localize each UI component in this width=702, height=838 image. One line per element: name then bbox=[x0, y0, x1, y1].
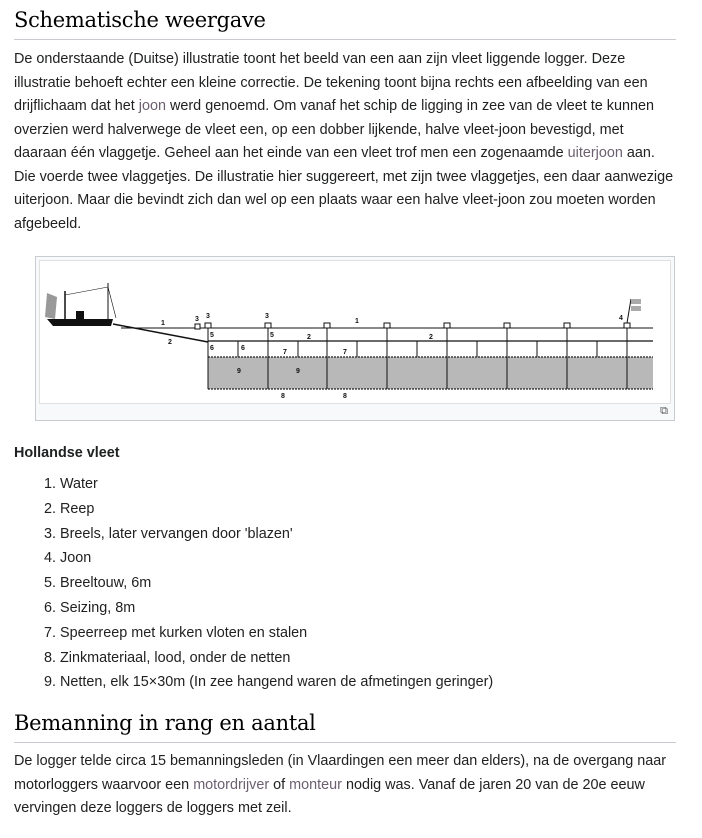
label-4: 4 bbox=[619, 315, 623, 322]
label-1: 1 bbox=[355, 318, 359, 325]
label-2: 2 bbox=[307, 334, 311, 341]
label-6: 6 bbox=[241, 345, 245, 352]
list-item: 9. Netten, elk 15×30m (In zee hangend waren de afmetingen geringer) bbox=[60, 671, 493, 696]
label-3: 3 bbox=[195, 316, 199, 323]
text-segment: De onderstaande (Duitse) illustratie toont het beeld van een aan zijn vleet liggende logger. Deze illustratie behoeft echter een kleine correctie. De tekening toont bijna rechts een afbeelding van een drijflichaam dat het bbox=[14, 51, 648, 114]
vleet-diagram[interactable] bbox=[39, 260, 671, 404]
magnify-clip-icon[interactable]: ⧉ bbox=[660, 405, 668, 417]
list-item: 6. Seizing, 8m bbox=[60, 597, 493, 622]
label-8: 8 bbox=[281, 393, 285, 400]
list-item: 8. Zinkmateriaal, lood, onder de netten bbox=[60, 647, 493, 672]
label-9: 9 bbox=[237, 368, 241, 375]
logger-ship-icon bbox=[45, 283, 116, 326]
text-segment: of bbox=[269, 776, 290, 793]
heading-divider bbox=[14, 39, 676, 40]
net-area bbox=[208, 357, 653, 389]
label-3: 3 bbox=[265, 313, 269, 320]
text-segment: aan. Die voerde twee vlaggetjes. De illustratie hier suggereert, met zijn twee vlaggetjes, een daar aanwezige uiterjoon. Maar die bevindt zich dan wel op een plaats waar een halve vleet-joon zou moeten worden afgebeeld. bbox=[14, 145, 674, 232]
label-7: 7 bbox=[343, 349, 347, 356]
flag-icon bbox=[627, 299, 641, 323]
list-item: 5. Breeltouw, 6m bbox=[60, 572, 493, 597]
text-segment: De logger telde circa 15 bemanningsleden (in Vlaardingen een meer dan elders), na de overgang naar motorloggers waarvoor een bbox=[14, 753, 666, 793]
link-joon[interactable]: joon bbox=[138, 98, 166, 114]
section-heading-bemanning: Bemanning in rang en aantal bbox=[14, 711, 316, 735]
label-1: 1 bbox=[161, 320, 165, 327]
figure-thumbnail bbox=[35, 256, 675, 421]
label-7: 7 bbox=[283, 349, 287, 356]
list-item: 4. Joon bbox=[60, 547, 493, 572]
bemanning-paragraph bbox=[14, 750, 679, 821]
list-item: 2. Reep bbox=[60, 498, 493, 523]
text-segment: werd genoemd. Om vanaf het schip de ligging in zee van de vleet te kunnen overzien werd halverwege de vleet een, op een dobber lijkende, halve vleet-joon bevestigd, met daaraan één vlaggetje. Geheel aan het einde van een vleet trof men een zogenaamde bbox=[14, 98, 654, 161]
intro-paragraph bbox=[14, 48, 679, 236]
label-2: 2 bbox=[429, 334, 433, 341]
text-segment: nodig was. Vanaf de jaren 20 van de 20e eeuw vervingen deze loggers de loggers met zeil. bbox=[14, 776, 645, 816]
link-monteur[interactable]: monteur bbox=[289, 776, 342, 793]
label-6: 6 bbox=[210, 345, 214, 352]
label-3: 3 bbox=[206, 313, 210, 320]
link-uiterjoon[interactable]: uiterjoon bbox=[567, 145, 623, 161]
list-item: 7. Speerreep met kurken vloten en stalen bbox=[60, 622, 493, 647]
heading-divider bbox=[14, 742, 676, 743]
legend-list bbox=[14, 473, 493, 696]
label-2: 2 bbox=[168, 339, 172, 346]
label-8: 8 bbox=[343, 393, 347, 400]
link-motordrijver[interactable]: motordrijver bbox=[193, 776, 270, 793]
figure-caption: Hollandse vleet bbox=[14, 445, 120, 461]
list-item: 1. Water bbox=[60, 473, 493, 498]
vleet-diagram-svg bbox=[40, 261, 670, 403]
label-5: 5 bbox=[210, 332, 214, 339]
label-5: 5 bbox=[270, 332, 274, 339]
list-item: 3. Breels, later vervangen door 'blazen' bbox=[60, 523, 493, 548]
section-heading-schematische-weergave: Schematische weergave bbox=[14, 8, 266, 32]
label-9: 9 bbox=[296, 368, 300, 375]
